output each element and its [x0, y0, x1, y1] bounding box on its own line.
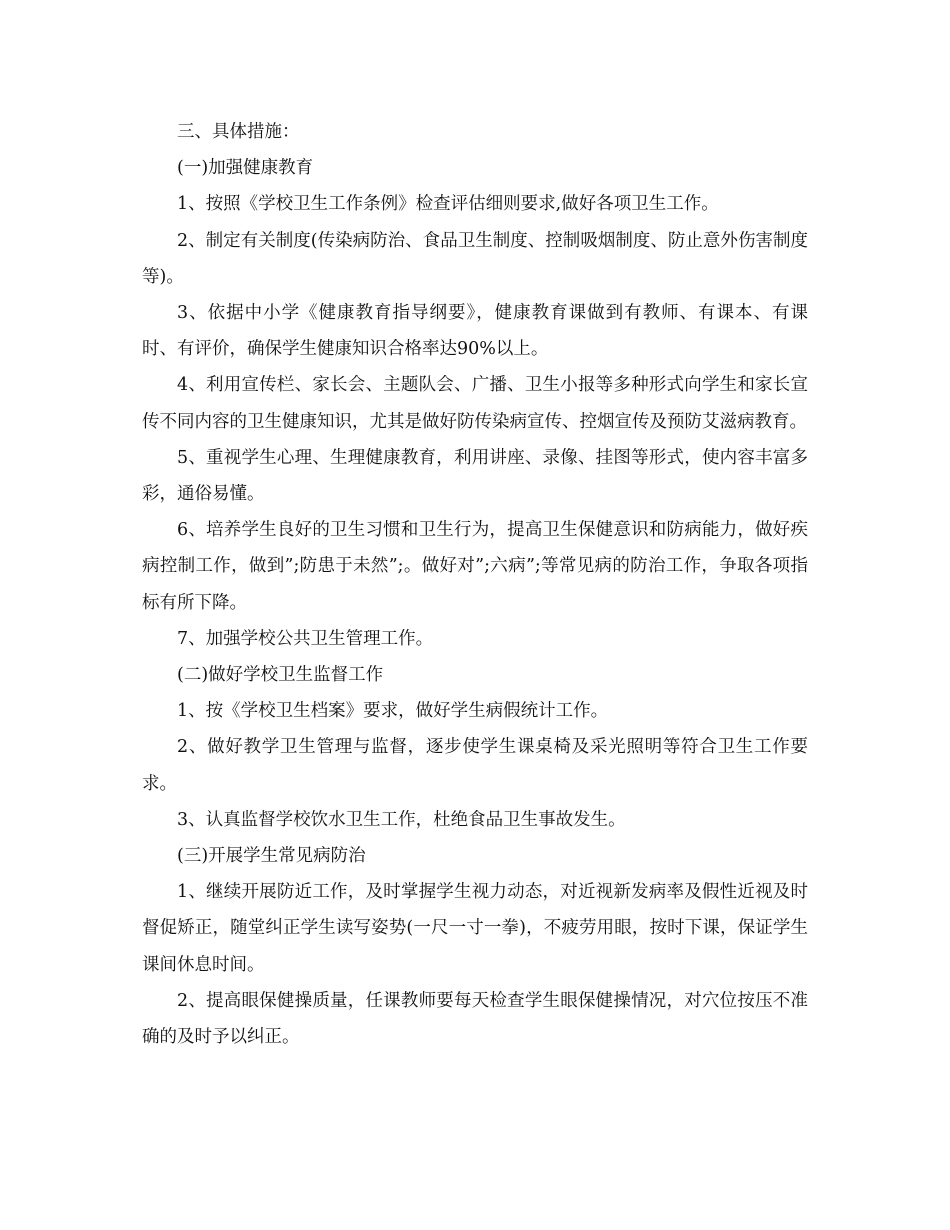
paragraph: 5、重视学生心理、生理健康教育，利用讲座、录像、挂图等形式，使内容丰富多彩，通俗易懂。 [142, 447, 808, 505]
paragraph: 3、依据中小学《健康教育指导纲要》，健康教育课做到有教师、有课本、有课时、有评价，确保学生健康知识合格率达90%以上。 [142, 303, 808, 360]
paragraph: 1、按照《学校卫生工作条例》检查评估细则要求,做好各项卫生工作。 [177, 194, 719, 215]
paragraph: 4、利用宣传栏、家长会、主题队会、广播、卫生小报等多种形式向学生和家长宣传不同内容的卫生健康知识，尤其是做好防传染病宣传、控烟宣传及预防艾滋病教育。 [142, 375, 808, 432]
subsection-heading-health-education: (一)加强健康教育 [177, 158, 314, 179]
paragraph: 1、按《学校卫生档案》要求，做好学生病假统计工作。 [177, 701, 609, 722]
subsection-heading-supervision: (二)做好学校卫生监督工作 [177, 665, 384, 686]
paragraph: 2、制定有关制度(传染病防治、食品卫生制度、控制吸烟制度、防止意外伤害制度等)。 [142, 230, 808, 287]
section-heading-measures: 三、具体措施： [177, 122, 300, 142]
paragraph: 1、继续开展防近工作，及时掌握学生视力动态，对近视新发病率及假性近视及时督促矫正，随堂纠正学生读写姿势(一尺一寸一拳)，不疲劳用眼，按时下课，保证学生课间休息时间。 [142, 882, 808, 975]
document-body [142, 114, 808, 1055]
paragraph: 6、培养学生良好的卫生习惯和卫生行为，提高卫生保健意识和防病能力，做好疾病控制工作，做到”;防患于未然”;。做好对”;六病”;等常见病的防治工作，争取各项指标有所下降。 [142, 520, 808, 613]
subsection-heading-disease-prevention: (三)开展学生常见病防治 [177, 846, 366, 867]
paragraph: 3、认真监督学校饮水卫生工作，杜绝食品卫生事故发生。 [177, 809, 626, 830]
paragraph: 2、提高眼保健操质量，任课教师要每天检查学生眼保健操情况，对穴位按压不准确的及时予以纠正。 [142, 990, 808, 1048]
paragraph: 7、加强学校公共卫生管理工作。 [177, 628, 434, 649]
paragraph: 2、做好教学卫生管理与监督，逐步使学生课桌椅及采光照明等符合卫生工作要求。 [142, 737, 808, 794]
